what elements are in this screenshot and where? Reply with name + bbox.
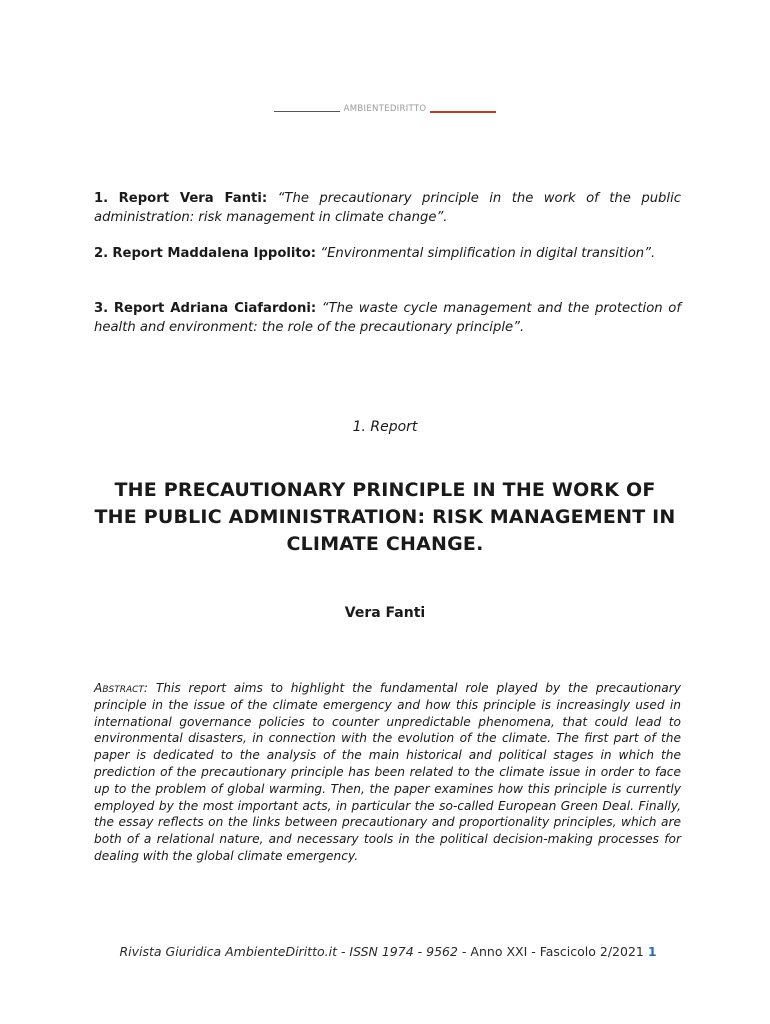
report-label: 1. Report	[352, 419, 418, 435]
report-list-item	[94, 190, 681, 227]
report-number: 1.	[94, 191, 109, 206]
journal-header	[0, 104, 770, 114]
abstract-paragraph	[94, 680, 681, 865]
footer-issue: Anno XXI - Fascicolo 2/2021	[470, 944, 644, 959]
abstract-label: Abstract:	[94, 681, 149, 695]
report-list-item	[94, 245, 681, 264]
report-author-label: Report Vera Fanti:	[118, 191, 268, 206]
report-number: 2.	[94, 246, 109, 261]
article-title: THE PRECAUTIONARY PRINCIPLE IN THE WORK OF THE PUBLIC ADMINISTRATION: RISK MANAGEMENT IN CLIMATE CHANGE.	[94, 479, 676, 555]
article-author: Vera Fanti	[344, 605, 426, 621]
page-number: 1	[647, 944, 657, 959]
report-title: “The precautionary principle in the work of the public administration: risk management in climate change”.	[94, 191, 681, 225]
report-author-label: Report Maddalena Ippolito:	[112, 246, 317, 261]
journal-header-name: AMBIENTEDIRITTO	[343, 104, 427, 114]
report-title: “The waste cycle management and the protection of health and environment: the role of the precautionary principle”.	[94, 301, 681, 335]
header-rule-left	[274, 111, 340, 112]
report-title: “Environmental simplification in digital transition”.	[320, 246, 656, 261]
report-number: 3.	[94, 301, 109, 316]
footer-journal-citation: Rivista Giuridica AmbienteDiritto.it - ISSN 1974 - 9562 -	[119, 944, 467, 959]
abstract-text: This report aims to highlight the fundamental role played by the precautionary principle in the issue of the climate emergency and how this principle is increasingly used in international governance policies to counter unpredictable phenomena, that could lead to environmental disasters, in connection with the evolution of the climate. The first part of the paper is dedicated to the analysis of the main historical and political stages in which the prediction of the precautionary principle has been related to the climate issue in order to face up to the problem of global warming. Then, the paper examines how this principle is currently employed by the most important acts, in particular the so-called European Green Deal. Finally, the essay reflects on the links between precautionary and proportionality principles, which are both of a relational nature, and necessary tools in the political decision-making processes for dealing with the global climate emergency.	[94, 681, 682, 863]
report-list-item	[94, 300, 681, 337]
header-rule-right	[430, 111, 496, 113]
report-author-label: Report Adriana Ciafardoni:	[113, 301, 317, 316]
page-footer	[0, 944, 770, 959]
